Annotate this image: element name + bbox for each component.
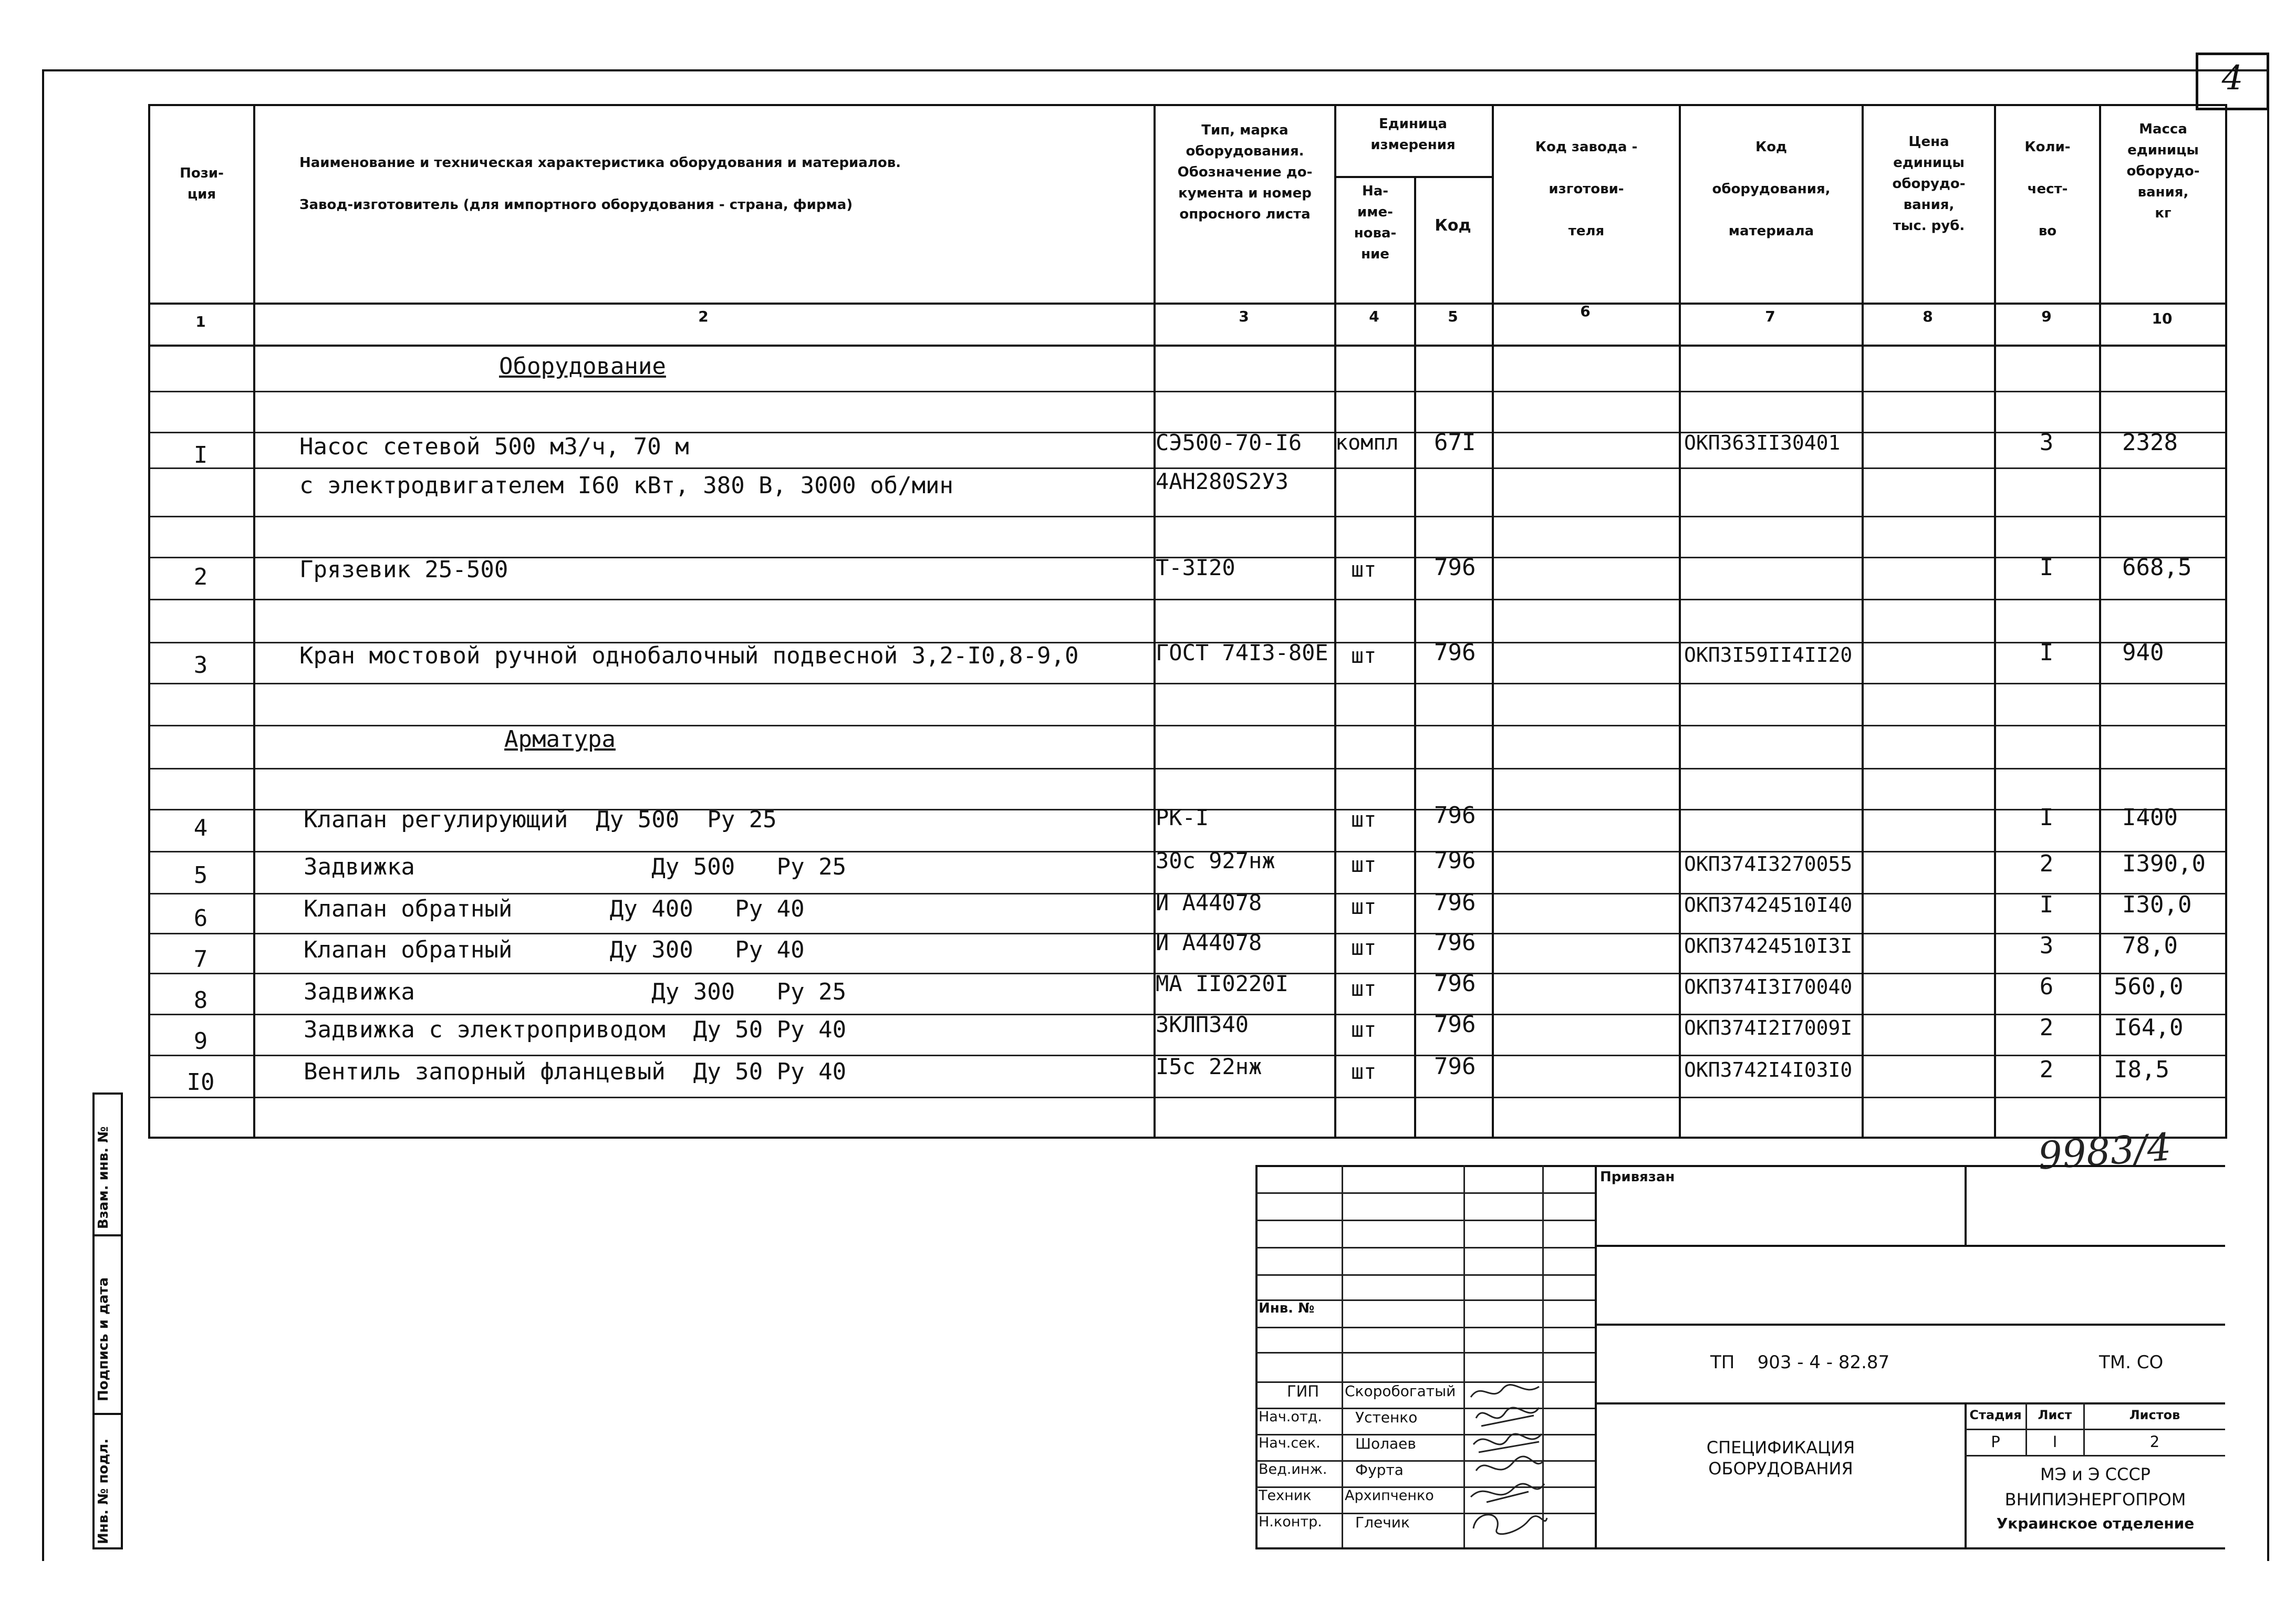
row-pos: 8 <box>193 987 208 1014</box>
colnum-9: 9 <box>2041 308 2052 325</box>
colnum-5: 5 <box>1448 308 1458 325</box>
header-type: Тип, марка оборудования. Обозначение до- кумента и номер опросного листа <box>1177 122 1313 222</box>
header-mass: Масса единицы оборудо- вания, кг <box>2126 121 2200 221</box>
col-line-1 <box>148 104 150 1139</box>
row-name: Задвижка с электроприводом Ду 50 Ру 40 <box>304 1016 847 1043</box>
header-pos: Пози- ция <box>180 165 224 202</box>
row-line <box>148 599 2227 600</box>
side-line <box>92 1413 122 1415</box>
row-unit: шт <box>1351 1060 1377 1084</box>
row-equip-code: ОКП3I59II4II20 <box>1684 643 1853 667</box>
row-type: СЭ500-70-I6 <box>1156 430 1302 455</box>
outer-frame-right <box>2267 53 2269 1561</box>
tb-sheets: 2 <box>2149 1433 2160 1451</box>
row-mass: I390,0 <box>2122 850 2206 877</box>
tb-org-ministry: МЭ и Э СССР <box>2040 1464 2150 1484</box>
row-unit: шт <box>1351 936 1377 960</box>
col-line-6 <box>1492 104 1494 1139</box>
tb-name-technician: Архипченко <box>1345 1487 1434 1504</box>
tb-stage: Р <box>1991 1433 2000 1451</box>
row-pos: I0 <box>186 1069 215 1096</box>
row-code: 796 <box>1434 554 1476 581</box>
row-name: Грязевик 25-500 <box>299 556 508 583</box>
row-name: с электродвигателем I60 кВт, 380 В, 3000 об/мин <box>299 472 954 499</box>
row-mass: 668,5 <box>2122 554 2192 581</box>
header-unit-group: Единица измерения <box>1370 116 1456 153</box>
tb-line <box>1965 1429 2225 1430</box>
row-qty: 6 <box>2039 973 2054 1000</box>
colnum-7: 7 <box>1765 308 1775 325</box>
tb-org-branch: Украинское отделение <box>1996 1515 2195 1532</box>
tb-line <box>1255 1352 1595 1354</box>
header-name: Наименование и техническая характеристика оборудования и материалов. Завод-изготовитель (для импортного оборудования - страна, фирма) <box>299 155 901 213</box>
tb-line <box>1342 1165 1343 1547</box>
header-equip-code: Код оборудования, материала <box>1712 139 1831 239</box>
row-unit: шт <box>1351 558 1377 582</box>
header-price: Цена единицы оборудо- вания, тыс. руб. <box>1892 134 1966 234</box>
tb-stage-label: Стадия <box>1969 1408 2022 1422</box>
row-mass: 78,0 <box>2122 932 2178 959</box>
row-type: И А44078 <box>1156 930 1262 955</box>
row-equip-code: ОКП374I3270055 <box>1684 852 1853 876</box>
side-strip-right <box>121 1092 123 1549</box>
tb-sheets-label: Листов <box>2129 1408 2180 1422</box>
row-line <box>148 683 2227 684</box>
row-code: 796 <box>1434 802 1476 829</box>
row-code: 796 <box>1434 970 1476 997</box>
row-code: 67I <box>1434 429 1476 456</box>
row-name: Задвижка Ду 300 Ру 25 <box>304 979 847 1005</box>
row-name: Кран мостовой ручной однобалочный подвесной 3,2-I0,8-9,0 <box>299 642 1079 669</box>
table-top-line <box>148 104 2227 106</box>
row-qty: 3 <box>2039 429 2054 456</box>
row-name: Клапан обратный Ду 400 Ру 40 <box>304 896 805 922</box>
row-type: И А44078 <box>1156 890 1262 915</box>
header-unit-code: Код <box>1435 216 1471 235</box>
row-name: Насос сетевой 500 м3/ч, 70 м <box>299 433 689 460</box>
row-unit: шт <box>1351 1018 1377 1042</box>
col-line-11 <box>2225 104 2227 1139</box>
row-equip-code: ОКП374I2I7009I <box>1684 1016 1853 1039</box>
tb-privyazan: Привязан <box>1600 1169 1675 1185</box>
side-label-replace-inv: Взам. инв. № <box>96 1126 111 1229</box>
tb-doc-suffix: ТМ. СО <box>2099 1352 2164 1373</box>
row-type: ГОСТ 74I3-80Е <box>1156 640 1328 665</box>
row-unit: шт <box>1351 644 1377 668</box>
stamp-number: 9983/4 <box>2037 1125 2173 1178</box>
side-label-signature-date: Подпись и дата <box>96 1277 111 1401</box>
col-line-2 <box>253 104 255 1139</box>
tb-name-norm-control: Глечик <box>1355 1514 1410 1531</box>
tb-name-head-sector: Шолаев <box>1355 1435 1416 1452</box>
colnum-4: 4 <box>1369 308 1379 325</box>
row-line <box>148 516 2227 517</box>
tb-role-lead-eng: Вед.инж. <box>1259 1461 1327 1477</box>
row-code: 796 <box>1434 1053 1476 1080</box>
section-equipment: Оборудование <box>499 353 666 380</box>
row-mass: I400 <box>2122 804 2178 831</box>
tb-line <box>1255 1274 1595 1276</box>
colnum-3: 3 <box>1239 308 1249 325</box>
header-factory-code: Код завода - изготови- теля <box>1535 139 1638 239</box>
tb-role-technician: Техник <box>1259 1487 1312 1504</box>
tb-org-institute: ВНИПИЭНЕРГОПРОМ <box>2004 1490 2186 1510</box>
row-qty: 2 <box>2039 1056 2054 1083</box>
tb-role-norm-control: Н.контр. <box>1259 1514 1322 1530</box>
outer-frame-left <box>42 69 44 1561</box>
colnum-8: 8 <box>1923 308 1933 325</box>
unit-group-line <box>1334 176 1492 178</box>
col-line-8 <box>1862 104 1864 1139</box>
tb-line <box>1965 1455 2225 1456</box>
tb-line <box>1965 1165 1967 1245</box>
header-qty: Коли- чест- во <box>2024 139 2071 239</box>
row-mass: I8,5 <box>2114 1056 2169 1083</box>
row-qty: I <box>2039 804 2054 831</box>
tb-line <box>1255 1220 1595 1221</box>
row-unit: шт <box>1351 808 1377 832</box>
side-line <box>92 1234 122 1236</box>
side-strip-left <box>92 1092 95 1549</box>
row-equip-code: ОКП363II30401 <box>1684 431 1841 454</box>
row-qty: 2 <box>2039 1014 2054 1041</box>
tb-line <box>1595 1324 2225 1326</box>
row-type: I5с 22нж <box>1156 1054 1262 1079</box>
row-type: 30с 927нж <box>1156 848 1275 873</box>
row-qty: I <box>2039 554 2054 581</box>
row-qty: 2 <box>2039 850 2054 877</box>
col-line-7 <box>1679 104 1681 1139</box>
colnum-2: 2 <box>698 308 709 325</box>
tb-inv-no: Инв. № <box>1259 1300 1315 1316</box>
row-equip-code: ОКП374I3I70040 <box>1684 975 1853 998</box>
tb-line <box>1255 1192 1595 1194</box>
colnum-10: 10 <box>2152 310 2173 327</box>
row-qty: I <box>2039 639 2054 666</box>
row-code: 796 <box>1434 889 1476 916</box>
tb-line <box>1595 1402 2225 1404</box>
tb-line <box>1255 1165 2225 1167</box>
tb-line <box>1255 1247 1595 1248</box>
table-bottom-line <box>148 1137 2227 1139</box>
row-pos: 4 <box>193 815 208 841</box>
tb-line <box>1595 1245 2225 1247</box>
row-line <box>148 768 2227 769</box>
row-code: 796 <box>1434 639 1476 666</box>
row-equip-code: ОКП37424510I3I <box>1684 934 1853 958</box>
row-pos: 9 <box>193 1028 208 1055</box>
row-line <box>148 725 2227 726</box>
row-name: Задвижка Ду 500 Ру 25 <box>304 854 847 880</box>
row-mass: 940 <box>2122 639 2164 666</box>
row-type: 4АН280S2У3 <box>1156 469 1289 494</box>
tb-line <box>1595 1165 1597 1548</box>
outer-frame-top <box>42 69 2269 71</box>
section-armature: Арматура <box>504 726 616 753</box>
tb-title: СПЕЦИФИКАЦИЯ ОБОРУДОВАНИЯ <box>1706 1438 1855 1479</box>
row-unit: шт <box>1351 977 1377 1001</box>
colnum-6: 6 <box>1580 303 1591 320</box>
row-unit: шт <box>1351 895 1377 919</box>
tb-role-head-dept: Нач.отд. <box>1259 1409 1322 1425</box>
row-pos: 3 <box>193 652 208 679</box>
tb-line <box>1255 1547 2225 1549</box>
colnum-1: 1 <box>195 313 206 330</box>
tb-role-head-sector: Нач.сек. <box>1259 1435 1321 1451</box>
row-equip-code: ОКП3742I4I03I0 <box>1684 1058 1853 1081</box>
header-unit-name: На- име- нова- ние <box>1354 183 1397 262</box>
row-pos: I <box>193 442 208 469</box>
row-code: 796 <box>1434 929 1476 956</box>
row-type: МА II0220I <box>1156 971 1289 996</box>
tb-line <box>1463 1165 1465 1547</box>
side-label-original-inv: Инв. № подл. <box>96 1438 111 1544</box>
side-line <box>92 1092 122 1095</box>
row-equip-code: ОКП37424510I40 <box>1684 893 1853 917</box>
row-mass: 2328 <box>2122 429 2178 456</box>
tb-line <box>1255 1165 1258 1548</box>
tb-sheet: I <box>2052 1433 2058 1451</box>
tb-name-lead-eng: Фурта <box>1355 1461 1404 1479</box>
row-name: Клапан обратный Ду 300 Ру 40 <box>304 936 805 963</box>
tb-name-gip: Скоробогатый <box>1345 1382 1456 1400</box>
signatures-image <box>1466 1376 1550 1544</box>
row-line <box>148 391 2227 392</box>
row-pos: 7 <box>193 946 208 973</box>
side-line <box>92 1547 122 1549</box>
tb-sheet-label: Лист <box>2038 1408 2072 1422</box>
tb-doc-code: ТП 903 - 4 - 82.87 <box>1710 1352 1890 1373</box>
row-pos: 6 <box>193 905 208 932</box>
row-pos: 5 <box>193 862 208 889</box>
row-line <box>148 1097 2227 1098</box>
colnum-bottom-line <box>148 345 2227 347</box>
tb-name-head-dept: Устенко <box>1355 1409 1418 1426</box>
tb-line <box>1255 1327 1595 1328</box>
header-bottom-line <box>148 303 2227 305</box>
row-name: Клапан регулирующий Ду 500 Ру 25 <box>304 806 777 833</box>
row-type: РК-I <box>1156 805 1209 830</box>
row-qty: 3 <box>2039 932 2054 959</box>
row-type: Т-3I20 <box>1156 555 1235 580</box>
row-mass: I64,0 <box>2114 1014 2184 1041</box>
row-name: Вентиль запорный фланцевый Ду 50 Ру 40 <box>304 1058 847 1085</box>
row-pos: 2 <box>193 564 208 590</box>
row-code: 796 <box>1434 1011 1476 1038</box>
row-unit: шт <box>1351 853 1377 877</box>
col-line-10 <box>2099 104 2101 1139</box>
row-qty: I <box>2039 891 2054 918</box>
row-unit: компл <box>1335 431 1399 455</box>
row-mass: I30,0 <box>2122 891 2192 918</box>
row-type: 3КЛП340 <box>1156 1012 1249 1037</box>
row-mass: 560,0 <box>2114 973 2184 1000</box>
sheet-number: 4 <box>2221 59 2243 98</box>
tb-role-gip: ГИП <box>1287 1382 1320 1400</box>
row-code: 796 <box>1434 847 1476 874</box>
